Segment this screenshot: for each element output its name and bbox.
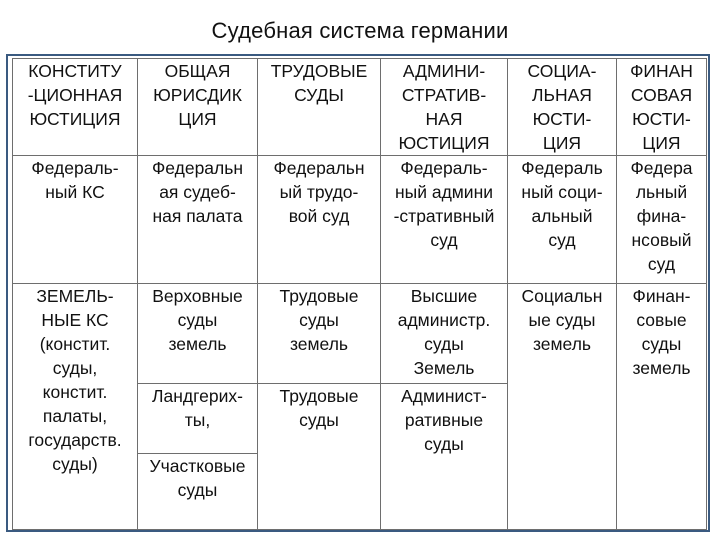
middle-cell-administrative: Админист- ративные суды bbox=[381, 384, 508, 530]
upper-cell-administrative: Высшие администр. суды Земель bbox=[381, 284, 508, 384]
upper-cell-social: Социальн ые суды земель bbox=[508, 284, 617, 530]
header-row bbox=[13, 59, 707, 156]
page-title: Судебная система германии bbox=[211, 18, 509, 43]
header-cell-labour: ТРУДОВЫЕ СУДЫ bbox=[258, 59, 381, 156]
federal-row bbox=[13, 156, 707, 284]
header-cell-administrative: АДМИНИ- СТРАТИВ- НАЯ ЮСТИЦИЯ bbox=[381, 59, 508, 156]
federal-cell-constitutional: Федераль- ный КС bbox=[13, 156, 138, 284]
federal-cell-labour: Федеральн ый трудо- вой суд bbox=[258, 156, 381, 284]
federal-cell-administrative: Федераль- ный админи -стративный суд bbox=[381, 156, 508, 284]
land-constitutional-cell: ЗЕМЕЛЬ- НЫЕ КС (констит. суды, констит. палаты, государств. суды) bbox=[13, 284, 138, 530]
upper-cell-financial: Финан- совые суды земель bbox=[617, 284, 707, 530]
federal-cell-general: Федеральн ая судеб- ная палата bbox=[138, 156, 258, 284]
header-cell-constitutional: КОНСТИТУ -ЦИОННАЯ ЮСТИЦИЯ bbox=[13, 59, 138, 156]
court-system-table bbox=[12, 58, 707, 530]
lower-cell-general: Участковые суды bbox=[138, 454, 258, 530]
middle-cell-general: Ландгерих- ты, bbox=[138, 384, 258, 454]
middle-cell-labour: Трудовые суды bbox=[258, 384, 381, 530]
land-upper-row bbox=[13, 284, 707, 384]
upper-cell-general: Верховные суды земель bbox=[138, 284, 258, 384]
header-cell-general: ОБЩАЯ ЮРИСДИК ЦИЯ bbox=[138, 59, 258, 156]
federal-cell-financial: Федера льный фина- нсовый суд bbox=[617, 156, 707, 284]
upper-cell-labour: Трудовые суды земель bbox=[258, 284, 381, 384]
federal-cell-social: Федераль ный соци- альный суд bbox=[508, 156, 617, 284]
header-cell-social: СОЦИА- ЛЬНАЯ ЮСТИ- ЦИЯ bbox=[508, 59, 617, 156]
header-cell-financial: ФИНАН СОВАЯ ЮСТИ- ЦИЯ bbox=[617, 59, 707, 156]
